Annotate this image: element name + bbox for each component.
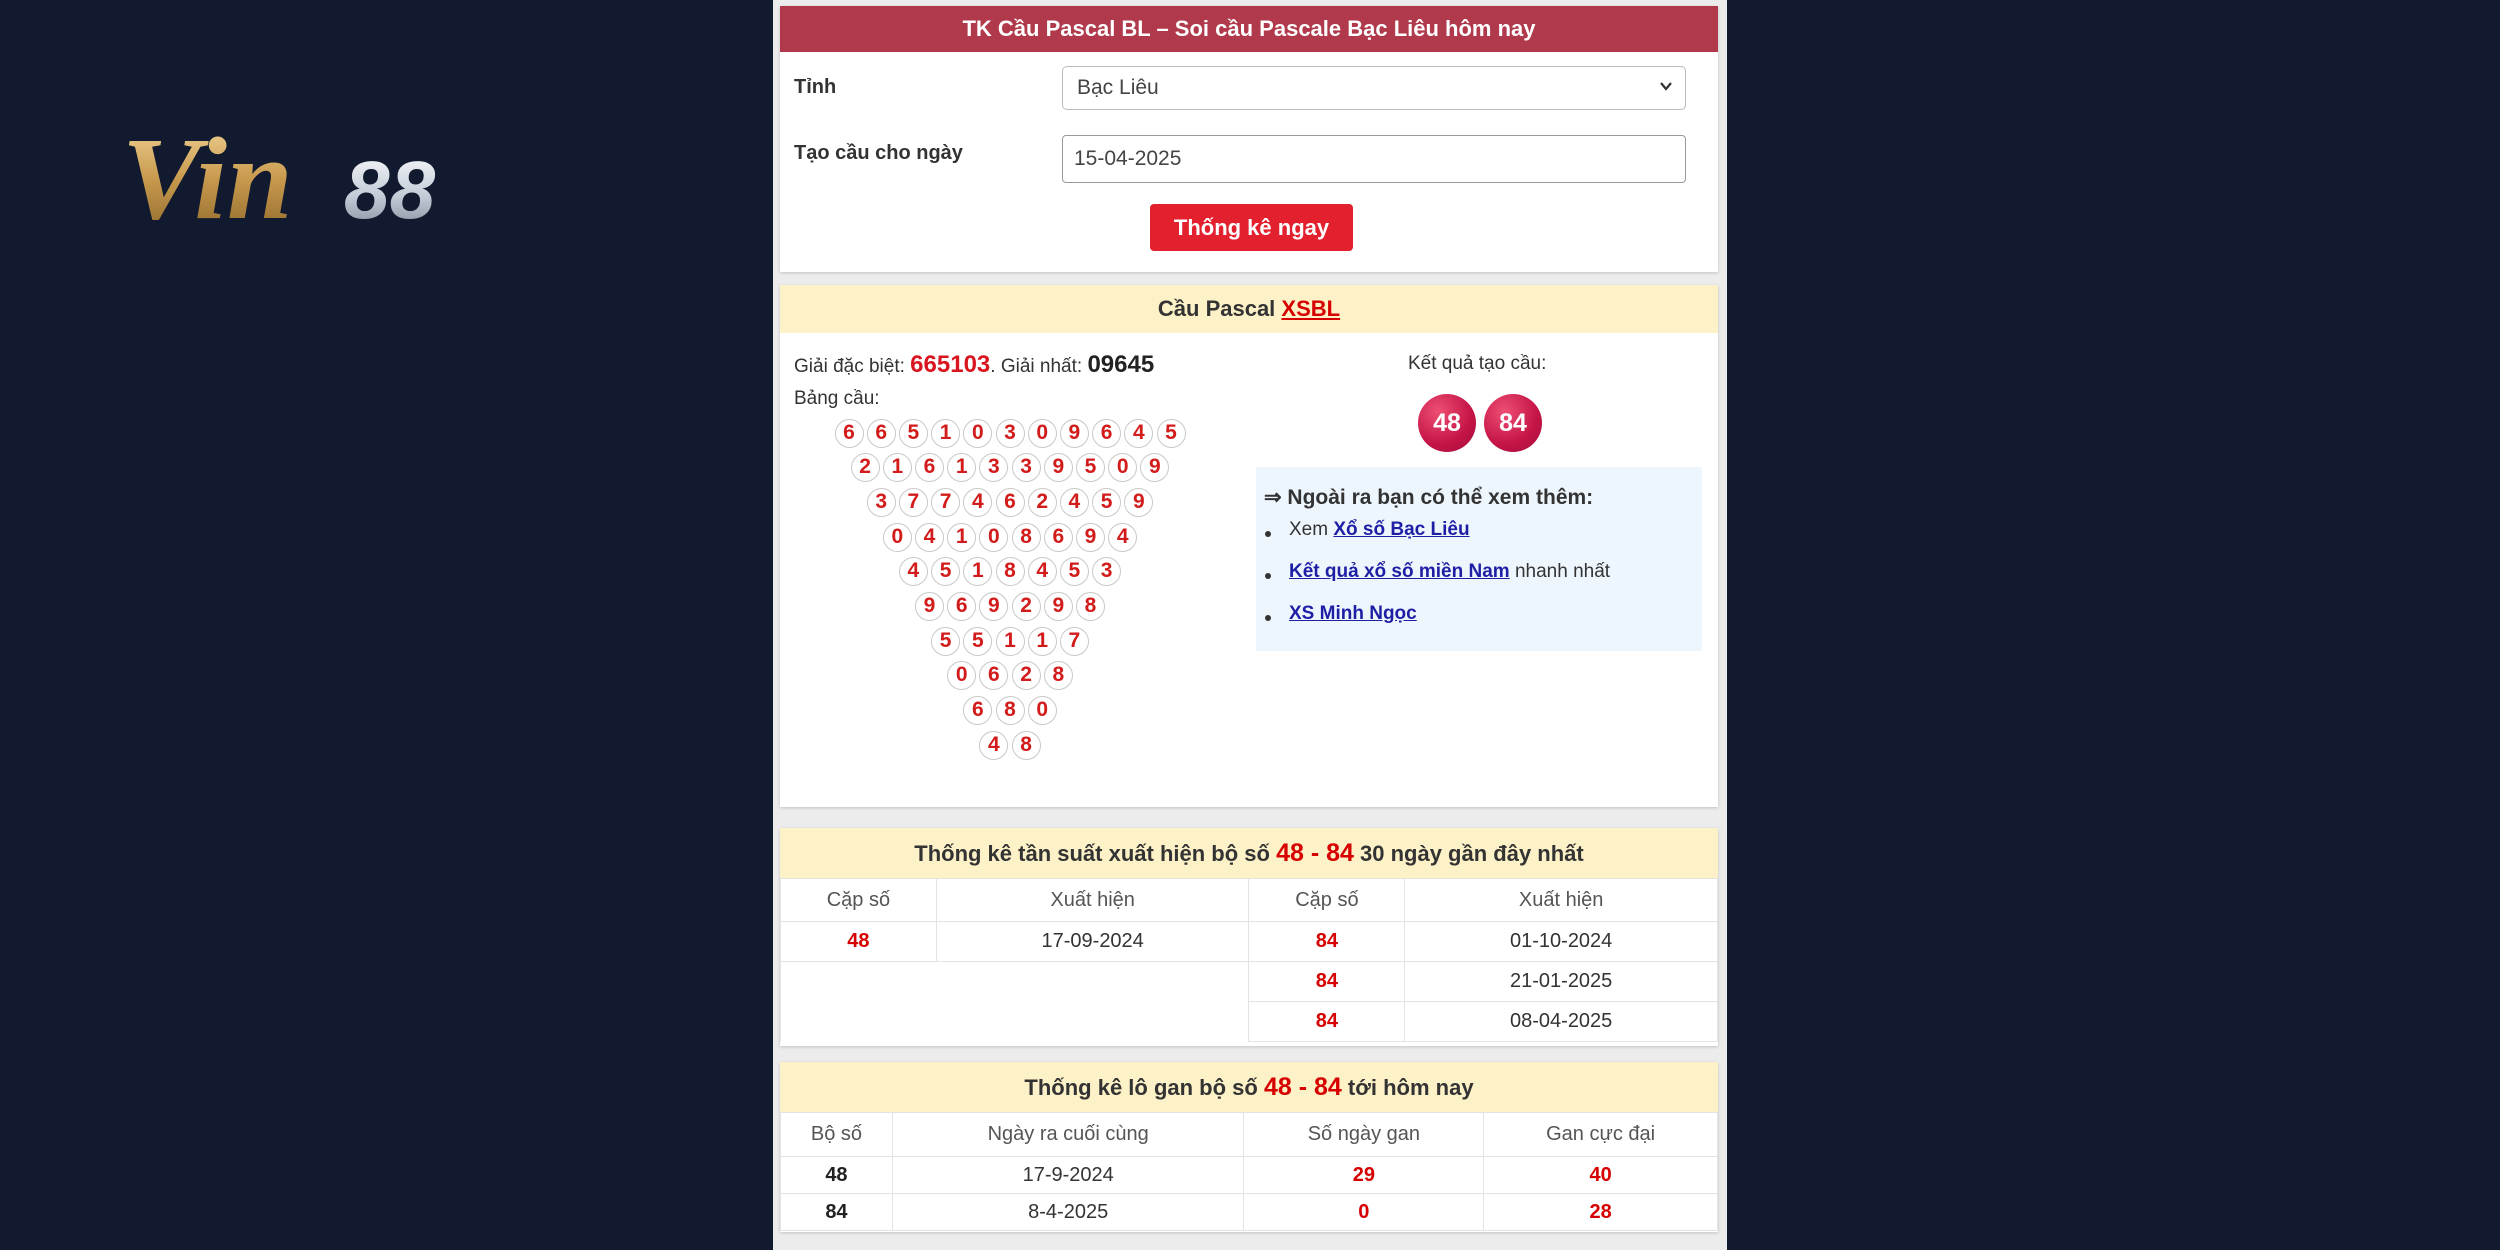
pascal-ball: 9 xyxy=(1124,488,1153,517)
special-prize-value: 665103 xyxy=(910,351,991,378)
vin88-logo[interactable] xyxy=(122,118,482,230)
frequency-card xyxy=(780,828,1718,1046)
pascal-ball: 9 xyxy=(915,592,944,621)
pascal-header-text: Cầu Pascal xyxy=(1157,296,1282,321)
pascal-ball: 8 xyxy=(996,696,1025,725)
pascal-ball: 4 xyxy=(1028,557,1057,586)
lo-gan-title-pair: 48 - 84 xyxy=(1263,1073,1342,1101)
pascal-ball: 6 xyxy=(835,419,864,448)
gan-days-cell: 0 xyxy=(1244,1194,1484,1231)
pascal-ball: 1 xyxy=(963,557,992,586)
column-header: Cặp số xyxy=(1249,879,1405,922)
pascal-ball: 0 xyxy=(1028,419,1057,448)
pascal-ball: 0 xyxy=(1028,696,1057,725)
pascal-ball: 2 xyxy=(1028,488,1057,517)
result-label: Kết quả tạo cầu: xyxy=(1408,353,1547,374)
pascal-ball: 4 xyxy=(1108,523,1137,552)
more-item-2 xyxy=(1289,561,1610,583)
column-header: Ngày ra cuối cùng xyxy=(892,1113,1244,1157)
pair-cell: 84 xyxy=(1249,1002,1405,1042)
pascal-header xyxy=(780,285,1718,333)
search-form-card xyxy=(780,6,1718,272)
main-content xyxy=(773,0,1727,1250)
pascal-ball: 8 xyxy=(996,557,1025,586)
pascal-ball: 6 xyxy=(867,419,896,448)
pair-cell: 84 xyxy=(1249,922,1405,962)
province-select-value: Bạc Liêu xyxy=(1077,76,1159,99)
table-row xyxy=(781,1157,1718,1194)
pascal-ball: 1 xyxy=(996,627,1025,656)
bullet-icon xyxy=(1265,615,1271,621)
frequency-title-prefix: Thống kê tần suất xuất hiện bộ số xyxy=(914,841,1277,866)
logo-text-vin: Vin xyxy=(122,118,293,230)
date-label: Tạo cầu cho ngày xyxy=(794,142,963,164)
more-info-box xyxy=(1256,467,1702,651)
xo-so-bac-lieu-link[interactable]: Xổ số Bạc Liêu xyxy=(1333,519,1470,540)
pascal-ball: 1 xyxy=(1028,627,1057,656)
pascal-ball: 1 xyxy=(947,453,976,482)
pascal-ball: 6 xyxy=(1092,419,1121,448)
pascal-ball: 5 xyxy=(1092,488,1121,517)
pascal-ball: 4 xyxy=(963,488,992,517)
pascal-ball: 8 xyxy=(1044,661,1073,690)
pascal-ball: 1 xyxy=(931,419,960,448)
xsbl-link[interactable]: XSBL xyxy=(1281,296,1341,321)
pascal-ball: 5 xyxy=(1060,557,1089,586)
pascal-ball: 7 xyxy=(931,488,960,517)
special-prize-label: Giải đặc biệt: xyxy=(794,356,911,377)
pascal-ball: 6 xyxy=(915,453,944,482)
more-item-1 xyxy=(1289,519,1470,541)
logo-text-88: 88 xyxy=(344,145,436,230)
column-header: Số ngày gan xyxy=(1244,1113,1484,1157)
frequency-title-suffix: 30 ngày gần đây nhất xyxy=(1353,841,1584,866)
pascal-ball: 2 xyxy=(851,453,880,482)
table-row xyxy=(781,1194,1718,1231)
date-cell: 21-01-2025 xyxy=(1405,962,1718,1002)
more-item-2-suffix: nhanh nhất xyxy=(1509,561,1611,582)
pascal-ball: 0 xyxy=(979,523,1008,552)
province-select[interactable] xyxy=(1062,66,1686,110)
pascal-ball: 3 xyxy=(1012,453,1041,482)
pascal-ball: 9 xyxy=(1076,523,1105,552)
pascal-ball: 2 xyxy=(1012,592,1041,621)
pascal-ball: 4 xyxy=(979,731,1008,760)
pascal-ball: 9 xyxy=(1140,453,1169,482)
pascal-ball: 1 xyxy=(883,453,912,482)
pascal-ball: 6 xyxy=(947,592,976,621)
xs-minh-ngoc-link[interactable]: XS Minh Ngọc xyxy=(1289,603,1417,624)
bullet-icon xyxy=(1265,573,1271,579)
lo-gan-title-prefix: Thống kê lô gan bộ số xyxy=(1024,1075,1264,1100)
lo-gan-title-suffix: tới hôm nay xyxy=(1341,1075,1474,1100)
pascal-card xyxy=(780,285,1718,807)
last-date-cell: 8-4-2025 xyxy=(892,1194,1244,1231)
pascal-ball: 6 xyxy=(979,661,1008,690)
result-ball: 84 xyxy=(1484,394,1542,452)
pascal-ball: 3 xyxy=(996,419,1025,448)
gan-max-cell: 28 xyxy=(1484,1194,1718,1231)
pascal-ball: 8 xyxy=(1012,523,1041,552)
table-row xyxy=(781,922,1718,962)
pascal-ball: 8 xyxy=(1076,592,1105,621)
kqxs-mien-nam-link[interactable]: Kết quả xổ số miền Nam xyxy=(1289,561,1510,582)
table-row xyxy=(781,962,1718,1002)
pair-cell: 48 xyxy=(781,1157,893,1194)
pascal-ball: 5 xyxy=(1157,419,1186,448)
column-header: Bộ số xyxy=(781,1113,893,1157)
gan-days-cell: 29 xyxy=(1244,1157,1484,1194)
more-info-title: ⇒ Ngoài ra bạn có thể xem thêm: xyxy=(1264,486,1594,509)
gan-max-cell: 40 xyxy=(1484,1157,1718,1194)
chevron-down-icon xyxy=(1659,79,1673,93)
pascal-ball: 4 xyxy=(899,557,928,586)
pascal-ball: 6 xyxy=(963,696,992,725)
more-item-1-prefix: Xem xyxy=(1289,519,1334,540)
frequency-title-pair: 48 - 84 xyxy=(1276,839,1354,867)
pascal-ball: 3 xyxy=(979,453,1008,482)
pascal-ball: 7 xyxy=(899,488,928,517)
pascal-ball: 6 xyxy=(1044,523,1073,552)
pair-cell: 84 xyxy=(781,1194,893,1231)
pair-cell: 84 xyxy=(1249,962,1405,1002)
pascal-ball: 2 xyxy=(1012,661,1041,690)
pascal-ball: 4 xyxy=(915,523,944,552)
pascal-ball: 3 xyxy=(1092,557,1121,586)
date-cell: 01-10-2024 xyxy=(1405,922,1718,962)
lo-gan-table xyxy=(780,1112,1718,1231)
column-header: Gan cực đại xyxy=(1484,1113,1718,1157)
column-header: Xuất hiện xyxy=(936,879,1249,922)
pascal-ball: 5 xyxy=(931,627,960,656)
pascal-ball: 9 xyxy=(979,592,1008,621)
first-prize-value: 09645 xyxy=(1087,351,1155,378)
column-header: Cặp số xyxy=(781,879,937,922)
pascal-ball: 5 xyxy=(931,557,960,586)
pascal-ball: 8 xyxy=(1012,731,1041,760)
pascal-ball: 9 xyxy=(1044,592,1073,621)
form-title: TK Cầu Pascal BL – Soi cầu Pascale Bạc Liêu hôm nay xyxy=(780,6,1718,52)
pascal-ball: 0 xyxy=(1108,453,1137,482)
pascal-ball: 0 xyxy=(963,419,992,448)
pascal-ball: 0 xyxy=(947,661,976,690)
pascal-ball: 9 xyxy=(1060,419,1089,448)
pascal-ball: 4 xyxy=(1060,488,1089,517)
pascal-ball: 1 xyxy=(947,523,976,552)
pascal-ball: 7 xyxy=(1060,627,1089,656)
pascal-ball: 9 xyxy=(1044,453,1073,482)
empty-cell xyxy=(781,962,1249,1042)
first-prize-label: . Giải nhất: xyxy=(990,356,1088,377)
frequency-table xyxy=(780,878,1718,1042)
bullet-icon xyxy=(1265,531,1271,537)
result-ball: 48 xyxy=(1418,394,1476,452)
submit-button[interactable]: Thống kê ngay xyxy=(1150,204,1353,251)
pascal-ball: 5 xyxy=(1076,453,1105,482)
frequency-header xyxy=(780,828,1718,878)
pascal-ball: 5 xyxy=(963,627,992,656)
pascal-ball: 4 xyxy=(1124,419,1153,448)
province-label: Tỉnh xyxy=(794,76,837,98)
pascal-ball: 3 xyxy=(867,488,896,517)
last-date-cell: 17-9-2024 xyxy=(892,1157,1244,1194)
pascal-ball: 5 xyxy=(899,419,928,448)
pascal-table-label: Bảng cầu: xyxy=(794,388,880,409)
more-item-3 xyxy=(1289,603,1417,625)
date-cell: 08-04-2025 xyxy=(1405,1002,1718,1042)
date-cell: 17-09-2024 xyxy=(936,922,1249,962)
pascal-ball: 6 xyxy=(996,488,1025,517)
pair-cell: 48 xyxy=(781,922,937,962)
lo-gan-card xyxy=(780,1062,1718,1232)
column-header: Xuất hiện xyxy=(1405,879,1718,922)
lo-gan-header xyxy=(780,1062,1718,1112)
date-input[interactable]: 15-04-2025 xyxy=(1062,135,1686,183)
pascal-ball: 0 xyxy=(883,523,912,552)
prize-line xyxy=(794,351,1154,379)
